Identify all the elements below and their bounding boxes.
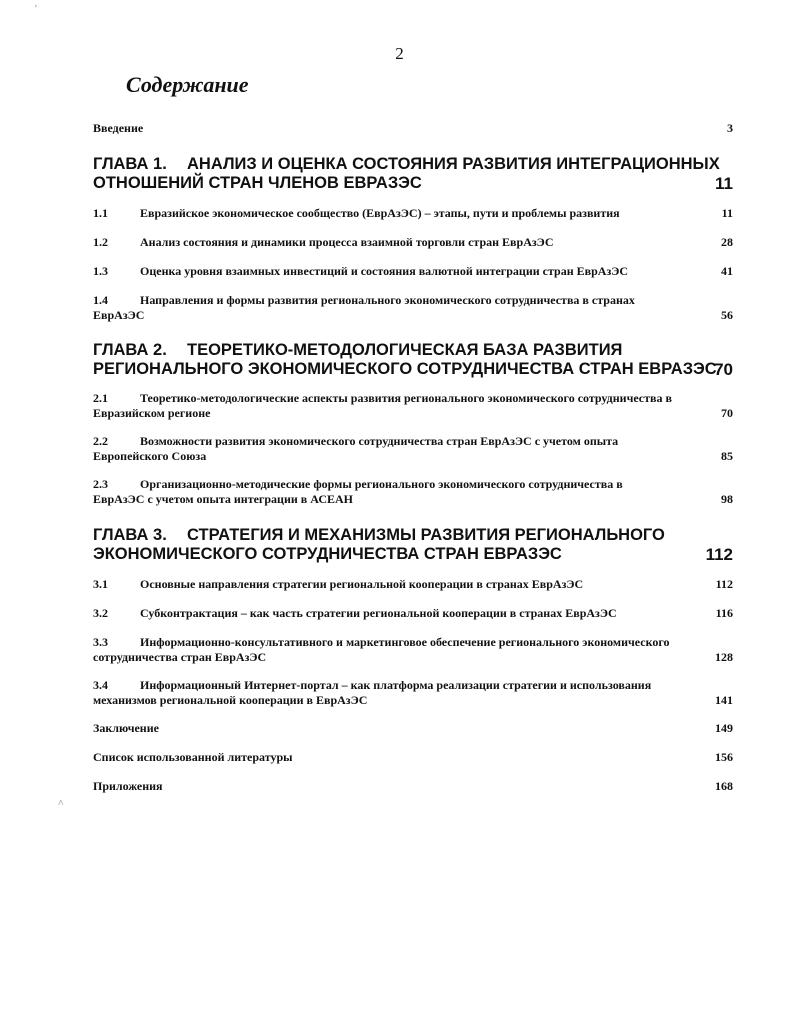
toc-entry-label: Заключение xyxy=(93,721,159,735)
section-title: Информационный Интернет-портал – как платформа реализации стратегии и использования xyxy=(140,678,652,692)
toc-section-3-1[interactable] xyxy=(93,577,733,592)
section-page: 85 xyxy=(721,449,733,463)
toc-entry-references[interactable] xyxy=(93,750,733,765)
section-number: 1.1 xyxy=(93,206,108,220)
chapter-label: ГЛАВА 2. xyxy=(93,341,167,359)
chapter-2-heading[interactable] xyxy=(93,341,733,379)
section-number: 2.3 xyxy=(93,477,108,491)
section-title: Оценка уровня взаимных инвестиций и состояния валютной интеграции стран ЕврАзЭС xyxy=(140,264,629,278)
toc-section-3-4[interactable] xyxy=(93,678,733,708)
toc-entry-label: Приложения xyxy=(93,779,163,793)
section-title-continued: сотрудничества стран ЕврАзЭС xyxy=(93,650,267,664)
section-page: 128 xyxy=(715,650,733,664)
toc-section-1-4[interactable] xyxy=(93,293,733,323)
scan-mark: ' xyxy=(35,4,37,15)
section-title: Информационно-консультативного и маркетинговое обеспечение регионального экономического xyxy=(140,635,670,649)
section-title: Направления и формы развития регионального экономического сотрудничества в странах xyxy=(140,293,635,307)
section-title-continued: ЕврАзЭС с учетом опыта интеграции в АСЕАН xyxy=(93,492,354,506)
section-number: 3.1 xyxy=(93,577,108,591)
section-number: 1.3 xyxy=(93,264,108,278)
section-page: 28 xyxy=(721,235,733,249)
section-number: 2.1 xyxy=(93,391,108,405)
toc-entry-appendices[interactable] xyxy=(93,779,733,794)
chapter-title-line: РЕГИОНАЛЬНОГО ЭКОНОМИЧЕСКОГО СОТРУДНИЧЕСТВА СТРАН ЕВРАЗЭС xyxy=(93,360,717,378)
toc-entry-label: Введение xyxy=(93,121,144,135)
page-number: 2 xyxy=(395,44,404,63)
toc-section-1-3[interactable] xyxy=(93,264,733,279)
chapter-page: 112 xyxy=(705,545,733,564)
toc-entry-page: 149 xyxy=(715,721,733,735)
toc-section-1-1[interactable] xyxy=(93,206,733,221)
toc-section-3-3[interactable] xyxy=(93,635,733,665)
section-title-continued: Европейского Союза xyxy=(93,449,207,463)
toc-entry-page: 3 xyxy=(727,121,733,135)
chapter-label: ГЛАВА 1. xyxy=(93,155,167,173)
section-page: 98 xyxy=(721,492,733,506)
toc-section-3-2[interactable] xyxy=(93,606,733,621)
toc-section-2-1[interactable] xyxy=(93,391,733,421)
toc-section-2-3[interactable] xyxy=(93,477,733,507)
chapter-title-line: СТРАТЕГИЯ И МЕХАНИЗМЫ РАЗВИТИЯ РЕГИОНАЛЬНОГО xyxy=(187,526,665,544)
section-number: 3.2 xyxy=(93,606,108,620)
page-title: Содержание xyxy=(126,72,249,97)
chapter-label: ГЛАВА 3. xyxy=(93,526,167,544)
section-title-continued: ЕврАзЭС xyxy=(93,308,145,322)
chapter-page: 70 xyxy=(714,360,733,379)
chapter-3-heading[interactable] xyxy=(93,526,733,564)
toc-section-2-2[interactable] xyxy=(93,434,733,464)
section-page: 41 xyxy=(721,264,733,278)
section-page: 11 xyxy=(721,206,733,220)
section-title: Евразийское экономическое сообщество (ЕврАзЭС) – этапы, пути и проблемы развития xyxy=(140,206,620,220)
chapter-title-line: ЭКОНОМИЧЕСКОГО СОТРУДНИЧЕСТВА СТРАН ЕВРАЗЭС xyxy=(93,545,562,563)
section-page: 116 xyxy=(715,606,733,620)
section-title: Возможности развития экономического сотрудничества стран ЕврАзЭС с учетом опыта xyxy=(140,434,619,448)
chapter-page: 11 xyxy=(715,174,733,193)
toc-entry-label: Список использованной литературы xyxy=(93,750,293,764)
section-number: 3.4 xyxy=(93,678,108,692)
section-title: Анализ состояния и динамики процесса взаимной торговли стран ЕврАзЭС xyxy=(140,235,554,249)
section-title: Субконтрактация – как часть стратегии региональной кооперации в странах ЕврАзЭС xyxy=(140,606,617,620)
section-page: 112 xyxy=(715,577,733,591)
chapter-title-line: АНАЛИЗ И ОЦЕНКА СОСТОЯНИЯ РАЗВИТИЯ ИНТЕГРАЦИОННЫХ xyxy=(187,155,720,173)
section-title: Теоретико-методологические аспекты развития регионального экономического сотрудничества в xyxy=(140,391,672,405)
toc-entry-page: 168 xyxy=(715,779,733,793)
section-page: 70 xyxy=(721,406,733,420)
section-page: 141 xyxy=(715,693,733,707)
toc-entry-intro[interactable] xyxy=(93,121,733,136)
scan-mark: ˄ xyxy=(58,798,64,809)
chapter-title-line: ТЕОРЕТИКО-МЕТОДОЛОГИЧЕСКАЯ БАЗА РАЗВИТИЯ xyxy=(187,341,623,359)
section-title: Организационно-методические формы регионального экономического сотрудничества в xyxy=(140,477,623,491)
toc-section-1-2[interactable] xyxy=(93,235,733,250)
toc-entry-conclusion[interactable] xyxy=(93,721,733,736)
chapter-title-line: ОТНОШЕНИЙ СТРАН ЧЛЕНОВ ЕВРАЗЭС xyxy=(93,174,422,192)
section-number: 2.2 xyxy=(93,434,108,448)
section-number: 1.2 xyxy=(93,235,108,249)
chapter-1-heading[interactable] xyxy=(93,155,733,193)
section-page: 56 xyxy=(721,308,733,322)
section-title-continued: Евразийском регионе xyxy=(93,406,211,420)
section-title-continued: механизмов региональной кооперации в ЕврАзЭС xyxy=(93,693,368,707)
section-title: Основные направления стратегии региональной кооперации в странах ЕврАзЭС xyxy=(140,577,584,591)
section-number: 1.4 xyxy=(93,293,108,307)
section-number: 3.3 xyxy=(93,635,108,649)
toc-entry-page: 156 xyxy=(715,750,733,764)
